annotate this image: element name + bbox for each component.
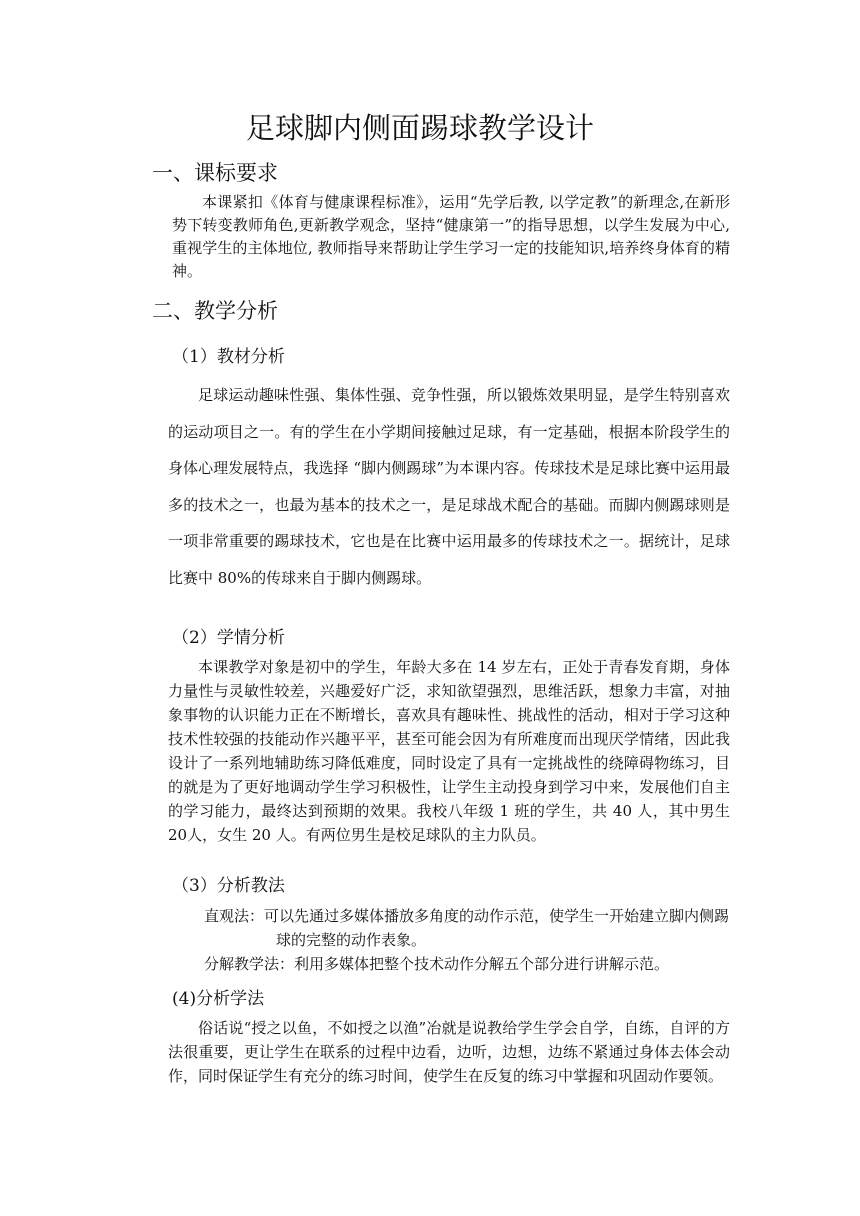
- document-title: 足球脚内侧面踢球教学设计: [245, 111, 594, 145]
- material-analysis-paragraph: 足球运动趣味性强、集体性强、竞争性强，所以锻炼效果明显，是学生特别喜欢的运动项目之一。有的学生在小学期间接触过足球，有一定基础，根据本阶段学生的身体心理发展特点，我选择 “脚内侧踢球”为本课内容。传球技术是足球比赛中运用最多的技术之一，也最为基本的技术之一，是足球战术配合的基础。而脚内侧踢球则是一项非常重要的踢球技术，它也是在比赛中运用最多的传球技术之一。据统计，足球比赛中 80%的传球来自于脚内侧踢球。: [168, 386, 730, 587]
- student-analysis-paragraph: 本课教学对象是初中的学生，年龄大多在 14 岁左右，正处于青春发育期，身体力量性与灵敏性较差，兴趣爱好广泛，求知欲望强烈，思维活跃，想象力丰富，对抽象事物的认识能力正在不断增长，喜欢具有趣味性、挑战性的活动，相对于学习这种技术性较强的技能动作兴趣平平，甚至可能会因为有所难度而出现厌学情绪，因此我设计了一系列地辅助练习降低难度，同时设定了具有一定挑战性的绕障碍物练习，目的就是为了更好地调动学生学习积极性，让学生主动投身到学习中来，发展他们自主的学习能力，最终达到预期的效果。我校八年级 1 班的学生，共 40 人，其中男生 20人，女生 20 人。有两位男生是校足球队的主力队员。: [168, 658, 730, 844]
- subsection-heading-students: （2）学情分析: [172, 628, 285, 648]
- curriculum-paragraph: 本课紧扣《体育与健康课程标准》，运用“先学后教, 以学定教”的新理念,在新形势下转变教师角色,更新教学观念，坚持“健康第一”的指导思想，以学生发展为中心, 重视学生的主体地位, 教师指导来帮助让学生学习一定的技能知识,培养终身体育的精神。: [172, 193, 730, 280]
- learning-methods-paragraph: 俗话说“授之以鱼，不如授之以渔”冶就是说教给学生学会自学，自练，自评的方法很重要，更让学生在联系的过程中边看，边听，边想，边练不紧通过身体去体会动作，同时保证学生有充分的练习时间，使学生在反复的练习中掌握和巩固动作要领。: [168, 1019, 730, 1085]
- teaching-method-item: 直观法：可以先通过多媒体播放多角度的动作示范，使学生一开始建立脚内侧踢球的完整的动作表象。: [204, 907, 730, 949]
- subsection-heading-teaching-methods: （3）分析教法: [172, 876, 285, 896]
- subsection-heading-learning-methods: (4)分析学法: [172, 989, 265, 1009]
- section-heading-analysis: 二、教学分析: [152, 299, 278, 323]
- subsection-heading-material: （1）教材分析: [172, 347, 285, 367]
- teaching-method-item: 分解教学法：利用多媒体把整个技术动作分解五个部分进行讲解示范。: [204, 955, 670, 973]
- section-heading-curriculum: 一、课标要求: [152, 161, 278, 185]
